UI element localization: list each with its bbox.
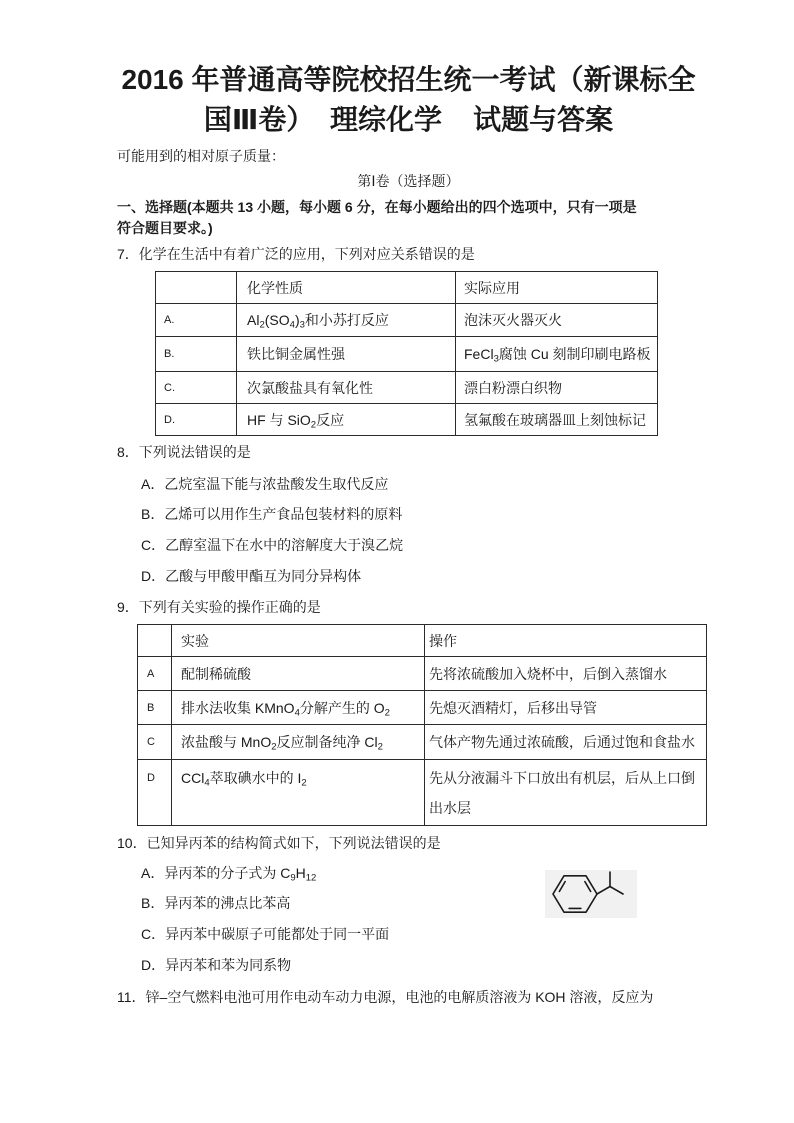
subscript: 2	[259, 319, 265, 331]
header-operation: 操作	[425, 625, 707, 657]
subscript: 3	[493, 353, 499, 365]
isopropylbenzene-structure-icon	[545, 870, 637, 923]
chemical-property-cell: HF 与 SiO$_2$反应	[237, 404, 456, 436]
table-row	[138, 691, 707, 725]
option-label: B	[138, 691, 172, 725]
section-instruction-line-2: 符合题目要求。)	[117, 220, 213, 236]
table-header-row	[156, 272, 658, 304]
isopropylbenzene-structure-drawing	[545, 870, 637, 918]
option-label: B.	[156, 337, 237, 372]
option-label: A	[138, 657, 172, 691]
table-header-row	[138, 625, 707, 657]
option-label: D	[138, 760, 172, 826]
question-10-option-c: C．异丙苯中碳原子可能都处于同一平面	[141, 926, 390, 942]
application-cell: 泡沫灭火器灭火	[456, 304, 658, 337]
subscript: 2	[301, 777, 307, 789]
subscript: 2	[384, 707, 390, 719]
application-cell: 氢氟酸在玻璃器皿上刻蚀标记	[456, 404, 658, 436]
question-8-stem: 8．下列说法错误的是	[117, 444, 251, 460]
experiment-cell: CCl$_4$萃取碘水中的 $I_2$	[172, 760, 425, 826]
question-10-stem: 10．已知异丙苯的结构简式如下，下列说法错误的是	[117, 835, 441, 851]
header-practical-application: 实际应用	[456, 272, 658, 304]
header-chemical-property: 化学性质	[237, 272, 456, 304]
atomic-mass-note: 可能用到的相对原子质量：	[117, 148, 285, 164]
section-title: 第Ⅰ卷（选择题）	[357, 173, 460, 189]
subscript: 2	[271, 741, 277, 753]
question-9-stem: 9．下列有关实验的操作正确的是	[117, 599, 321, 615]
option-label: A.	[156, 304, 237, 337]
question-9-table	[137, 624, 707, 826]
document-title-line-2: 国Ⅲ卷） 理综化学 试题与答案	[203, 104, 614, 135]
table-row	[138, 725, 707, 760]
chemical-property-cell: 铁比铜金属性强	[237, 337, 456, 372]
experiment-cell: 配制稀硫酸	[172, 657, 425, 691]
question-10-option-a: A．异丙苯的分子式为 $C_9H_{12}$	[141, 865, 317, 884]
table-row	[156, 337, 658, 372]
option-label: C.	[156, 372, 237, 404]
question-8-option-d: D．乙酸与甲酸甲酯互为同分异构体	[141, 568, 362, 584]
subscript: 2	[377, 741, 383, 753]
question-11-stem: 11．锌–空气燃料电池可用作电动车动力电源，电池的电解质溶液为 KOH 溶液，反应为	[117, 989, 654, 1005]
application-cell: FeCl$_3$腐蚀 Cu 刻制印刷电路板	[456, 337, 658, 372]
question-7-table	[155, 271, 658, 436]
experiment-cell: 浓盐酸与 MnO$_2$反应制备纯净 $Cl_2$	[172, 725, 425, 760]
question-8-option-a: A．乙烷室温下能与浓盐酸发生取代反应	[141, 476, 389, 492]
operation-cell: 先熄灭酒精灯，后移出导管	[425, 691, 707, 725]
chemical-property-cell: 次氯酸盐具有氧化性	[237, 372, 456, 404]
header-blank-cell	[138, 625, 172, 657]
chemical-property-cell: $Al_2(SO_4)_3$和小苏打反应	[237, 304, 456, 337]
subscript: 3	[299, 319, 305, 331]
table-row	[156, 404, 658, 436]
operation-cell: 先将浓硫酸加入烧杯中，后倒入蒸馏水	[425, 657, 707, 691]
operation-cell: 先从分液漏斗下口放出有机层，后从上口倒出水层	[425, 760, 707, 826]
experiment-cell: 排水法收集 KMnO$_4$分解产生的 $O_2$	[172, 691, 425, 725]
question-10-option-d: D．异丙苯和苯为同系物	[141, 957, 292, 973]
table-row	[138, 657, 707, 691]
subscript: 2	[310, 419, 317, 431]
subscript: 4	[204, 777, 210, 789]
operation-cell: 气体产物先通过浓硫酸，后通过饱和食盐水	[425, 725, 707, 760]
table-row	[138, 760, 707, 826]
question-10-option-b: B．异丙苯的沸点比苯高	[141, 895, 291, 911]
table-row	[156, 304, 658, 337]
subscript: 12	[305, 872, 317, 884]
document-title-line-1: 2016 年普通高等院校招生统一考试（新课标全	[121, 64, 696, 95]
header-experiment: 实验	[172, 625, 425, 657]
option-label: D.	[156, 404, 237, 436]
subscript: 9	[290, 872, 296, 884]
question-7-stem: 7．化学在生活中有着广泛的应用，下列对应关系错误的是	[117, 246, 475, 262]
question-8-option-c: C．乙醇室温下在水中的溶解度大于溴乙烷	[141, 537, 404, 553]
application-cell: 漂白粉漂白织物	[456, 372, 658, 404]
question-8-option-b: B．乙烯可以用作生产食品包装材料的原料	[141, 506, 403, 522]
option-label: C	[138, 725, 172, 760]
table-row	[156, 372, 658, 404]
subscript: 4	[294, 707, 300, 719]
header-blank-cell	[156, 272, 237, 304]
section-instruction-line-1: 一、选择题(本题共 13 小题，每小题 6 分，在每小题给出的四个选项中，只有一项是	[117, 199, 637, 215]
subscript: 4	[289, 319, 295, 331]
